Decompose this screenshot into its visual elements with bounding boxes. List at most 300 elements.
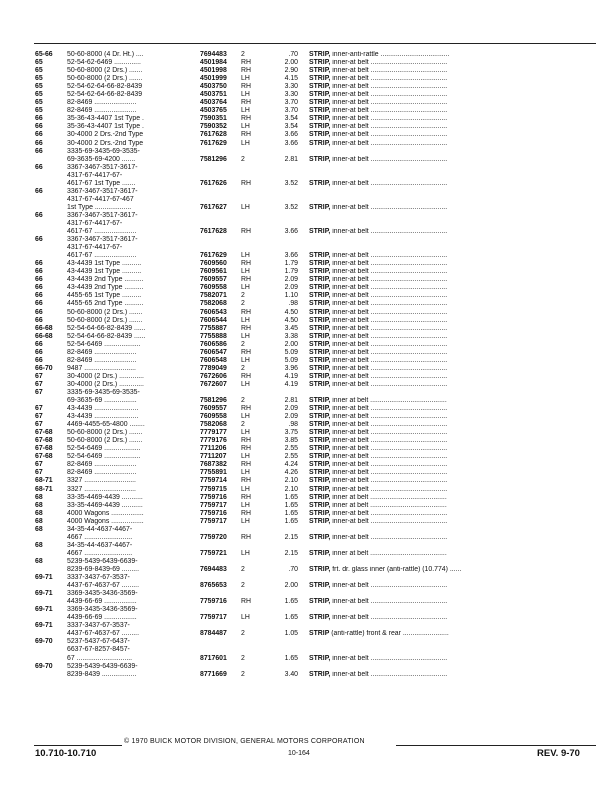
description-cell <box>309 131 594 139</box>
model-cell: 4667 ......................... <box>67 533 133 541</box>
description-detail: inner-at belt ........................................ <box>332 533 448 541</box>
table-row <box>0 445 612 453</box>
part-number-cell: 7694483 <box>200 566 227 573</box>
description-name: STRIP, <box>309 276 331 284</box>
quantity-cell: RH <box>241 131 251 139</box>
description-detail: inner-at belt ........................................ <box>332 413 448 421</box>
table-row <box>0 574 612 582</box>
description-name: STRIP, <box>309 445 331 453</box>
price-cell: 2.09 <box>284 284 298 292</box>
year-cell: 65-66 <box>35 51 53 58</box>
table-row <box>0 405 612 413</box>
table-row <box>0 534 612 542</box>
description-detail: inner-at belt ........................................ <box>332 477 448 485</box>
table-row <box>0 204 612 212</box>
part-number-cell: 7609560 <box>200 260 227 268</box>
part-number-cell: 7617628 <box>200 131 227 139</box>
quantity-cell: RH <box>241 445 251 453</box>
description-name: STRIP, <box>309 533 331 541</box>
model-cell: 3337-3437-67-3537- <box>67 574 130 582</box>
year-cell: 66 <box>35 284 43 292</box>
section-number: 10.710-10.710 <box>35 748 97 759</box>
part-number-cell: 7789049 <box>200 364 227 372</box>
table-row <box>0 582 612 590</box>
year-cell: 67 <box>35 461 43 469</box>
model-cell: 43-4439 ....................... <box>67 405 139 413</box>
description-detail: inner-at belt ........................................ <box>332 284 448 292</box>
description-detail: inner-at belt ........................................ <box>332 380 448 388</box>
description-name: STRIP, <box>309 268 331 276</box>
part-number-cell: 7617626 <box>200 179 227 187</box>
table-row <box>0 196 612 204</box>
year-cell: 68 <box>35 493 43 501</box>
price-cell: 5.09 <box>284 356 298 364</box>
description-name: STRIP, <box>309 469 331 477</box>
description-cell <box>309 300 594 308</box>
description-cell <box>309 357 594 365</box>
description-cell <box>309 333 594 341</box>
description-cell <box>309 51 594 59</box>
description-detail: inner-at belt ........................................ <box>332 155 448 163</box>
model-cell: 4317-67-4417-67- <box>67 244 123 252</box>
description-cell <box>309 180 594 188</box>
year-cell: 68-71 <box>35 485 53 493</box>
price-cell: 1.65 <box>284 598 298 606</box>
quantity-cell: 2 <box>241 397 245 405</box>
description-cell <box>309 115 594 123</box>
description-name: STRIP, <box>309 300 331 308</box>
table-row <box>0 502 612 510</box>
part-number-cell: 7609561 <box>200 268 227 276</box>
model-cell: 4455-65 2nd Type .......... <box>67 300 144 308</box>
description-name: STRIP, <box>309 324 331 332</box>
model-cell: 82-8469 ...................... <box>67 348 137 356</box>
description-name: STRIP, <box>309 308 331 316</box>
year-cell: 66 <box>35 123 43 131</box>
price-cell: 3.30 <box>284 83 298 91</box>
year-cell: 66 <box>35 236 43 244</box>
part-number-cell: 7672607 <box>200 380 227 388</box>
description-cell <box>309 453 594 461</box>
copyright-notice: © 1970 BUICK MOTOR DIVISION, GENERAL MOTORS CORPORATION <box>124 738 365 745</box>
model-cell: 3327 ........................... <box>67 485 136 493</box>
part-number-cell: 7759717 <box>200 517 227 525</box>
description-name: STRIP, <box>309 397 331 405</box>
price-cell: 3.66 <box>284 252 298 260</box>
description-name: STRIP, <box>309 51 331 58</box>
description-name: STRIP, <box>309 348 331 356</box>
table-row <box>0 325 612 333</box>
description-detail: inner-at belt ........................................ <box>332 364 448 372</box>
table-row <box>0 630 612 638</box>
quantity-cell: 2 <box>241 566 245 573</box>
part-number-cell: 7759717 <box>200 501 227 509</box>
model-cell: 50-60-8000 (4 Dr. Ht.) .... <box>67 51 144 58</box>
description-name: STRIP, <box>309 437 331 445</box>
quantity-cell: 2 <box>241 292 245 300</box>
model-cell: 33-35-4469-4439 ........... <box>67 493 143 501</box>
description-name: STRIP, <box>309 356 331 364</box>
table-row <box>0 51 612 59</box>
part-number-cell: 7759721 <box>200 549 227 557</box>
price-cell: 2.00 <box>284 340 298 348</box>
description-cell <box>309 309 594 317</box>
description-detail: inner-at belt ........................................ <box>332 461 448 469</box>
description-detail: inner-at belt ........................................ <box>332 348 448 356</box>
price-cell: 4.26 <box>284 469 298 477</box>
table-row <box>0 437 612 445</box>
year-cell: 66-70 <box>35 364 53 372</box>
description-name: STRIP, <box>309 477 331 485</box>
part-number-cell: 7606548 <box>200 356 227 364</box>
footer-rule-right <box>396 745 596 746</box>
description-detail: inner-at belt ........................................ <box>332 324 448 332</box>
year-cell: 67 <box>35 469 43 477</box>
model-cell: 4667 ......................... <box>67 549 133 557</box>
description-name: STRIP, <box>309 179 331 187</box>
year-cell: 66 <box>35 308 43 316</box>
quantity-cell: RH <box>241 598 251 606</box>
year-cell: 68 <box>35 525 43 533</box>
quantity-cell: LH <box>241 517 250 525</box>
model-cell: 3369-3435-3436-3569- <box>67 606 138 614</box>
table-row <box>0 526 612 534</box>
quantity-cell: RH <box>241 83 251 91</box>
model-cell: 52-54-62-64-66-82-8439 <box>67 83 143 91</box>
description-detail: inner-at belt ........................................ <box>332 268 448 276</box>
part-number-cell: 7694483 <box>200 51 227 58</box>
part-number-cell: 7582068 <box>200 421 227 429</box>
part-number-cell: 4503765 <box>200 107 227 115</box>
price-cell: 4.50 <box>284 316 298 324</box>
description-cell <box>309 655 594 663</box>
model-cell: 3367-3467-3517-3617- <box>67 236 138 244</box>
table-row <box>0 91 612 99</box>
quantity-cell: 2 <box>241 300 245 308</box>
quantity-cell: RH <box>241 477 251 485</box>
model-cell: 4439-66-69 ................. <box>67 598 137 606</box>
description-name: STRIP, <box>309 99 331 107</box>
table-row <box>0 268 612 276</box>
quantity-cell: LH <box>241 268 250 276</box>
description-cell <box>309 461 594 469</box>
table-row <box>0 59 612 67</box>
price-cell: 1.65 <box>284 654 298 662</box>
table-row <box>0 638 612 646</box>
price-cell: 2.55 <box>284 453 298 461</box>
table-row <box>0 148 612 156</box>
price-cell: 1.79 <box>284 260 298 268</box>
model-cell: 30-4000 2 Drs.-2nd Type <box>67 139 144 147</box>
price-cell: 3.30 <box>284 91 298 99</box>
description-detail: inner at belt ........................................ <box>332 493 447 501</box>
price-cell: 1.65 <box>284 501 298 509</box>
part-number-cell: 7581296 <box>200 155 227 163</box>
description-name: STRIP, <box>309 461 331 469</box>
year-cell: 67 <box>35 372 43 380</box>
description-cell <box>309 107 594 115</box>
part-number-cell: 4503750 <box>200 83 227 91</box>
year-cell: 67 <box>35 413 43 421</box>
description-name: STRIP, <box>309 284 331 292</box>
quantity-cell: 2 <box>241 670 245 678</box>
part-number-cell: 7759716 <box>200 493 227 501</box>
description-detail: inner-at belt ........................................ <box>332 107 448 115</box>
price-cell: 2.15 <box>284 533 298 541</box>
part-number-cell: 4501984 <box>200 59 227 67</box>
description-name: STRIP, <box>309 260 331 268</box>
part-number-cell: 8717601 <box>200 654 227 662</box>
table-row <box>0 292 612 300</box>
model-cell: 3327 ........................... <box>67 477 136 485</box>
price-cell: .98 <box>288 421 298 429</box>
description-cell <box>309 67 594 75</box>
model-cell: 52-54-6469 ................... <box>67 453 141 461</box>
table-row <box>0 663 612 671</box>
model-cell: 30-4000 (2 Drs.) ............. <box>67 372 144 380</box>
model-cell: 43-4439 ....................... <box>67 413 139 421</box>
description-cell <box>309 437 594 445</box>
part-number-cell: 7590352 <box>200 123 227 131</box>
description-detail: inner-at belt ........................................ <box>332 517 448 525</box>
part-number-cell: 7606544 <box>200 316 227 324</box>
description-detail: inner-at belt ........................................ <box>332 437 448 445</box>
description-detail: inner-at belt ........................................ <box>332 356 448 364</box>
year-cell: 68 <box>35 501 43 509</box>
model-cell: 33-35-4469-4439 ........... <box>67 501 143 509</box>
description-cell <box>309 494 594 502</box>
description-cell <box>309 502 594 510</box>
table-row <box>0 244 612 252</box>
year-cell: 66 <box>35 292 43 300</box>
year-cell: 67 <box>35 380 43 388</box>
price-cell: 3.96 <box>284 364 298 372</box>
table-row <box>0 83 612 91</box>
description-name: STRIP, <box>309 340 331 348</box>
description-detail: inner-at belt ........................................ <box>332 59 448 67</box>
description-detail: inner-at belt ........................................ <box>332 614 448 622</box>
model-cell: 52-54-62-6469 .............. <box>67 59 141 67</box>
year-cell: 67 <box>35 405 43 413</box>
part-number-cell: 7582068 <box>200 300 227 308</box>
table-row <box>0 373 612 381</box>
description-name: STRIP, <box>309 453 331 461</box>
table-row <box>0 550 612 558</box>
description-name: STRIP, <box>309 83 331 91</box>
description-cell <box>309 365 594 373</box>
model-cell: 4000 Wagons ................. <box>67 509 144 517</box>
quantity-cell: LH <box>241 203 250 211</box>
model-cell: 30-4000 2 Drs.-2nd Type <box>67 131 144 139</box>
table-row <box>0 542 612 550</box>
price-cell: 3.54 <box>284 115 298 123</box>
description-detail: inner-at belt ........................................ <box>332 300 448 308</box>
price-cell: 1.65 <box>284 493 298 501</box>
description-cell <box>309 260 594 268</box>
model-cell: 5239-5439-6439-6639- <box>67 662 138 670</box>
description-name: STRIP, <box>309 91 331 99</box>
description-cell <box>309 325 594 333</box>
description-detail: inner-at belt ........................................ <box>332 75 448 83</box>
description-detail: inner-at belt ........................................ <box>332 123 448 131</box>
model-cell: 82-8469 ...................... <box>67 461 137 469</box>
part-number-cell: 7755891 <box>200 469 227 477</box>
description-detail: inner-at belt ........................................ <box>332 340 448 348</box>
description-name: STRIP, <box>309 582 331 590</box>
quantity-cell: RH <box>241 437 251 445</box>
quantity-cell: 2 <box>241 654 245 662</box>
quantity-cell: RH <box>241 372 251 380</box>
table-row <box>0 397 612 405</box>
part-number-cell: 7779176 <box>200 437 227 445</box>
year-cell: 65 <box>35 59 43 67</box>
model-cell: 1st Type ................... <box>67 203 132 211</box>
model-cell: 82-8469 ...................... <box>67 469 137 477</box>
model-cell: 67 ............................. <box>67 654 133 662</box>
year-cell: 68-71 <box>35 477 53 485</box>
year-cell: 69-70 <box>35 638 53 646</box>
description-cell <box>309 140 594 148</box>
description-name: STRIP, <box>309 364 331 372</box>
year-cell: 66 <box>35 276 43 284</box>
year-cell: 65 <box>35 83 43 91</box>
table-row <box>0 212 612 220</box>
description-detail: inner-at belt ........................................ <box>332 139 448 147</box>
model-cell: 4317-67-4417-67- <box>67 219 123 227</box>
quantity-cell: LH <box>241 549 250 557</box>
part-number-cell: 7617627 <box>200 203 227 211</box>
description-cell <box>309 381 594 389</box>
description-cell <box>309 123 594 131</box>
year-cell: 65 <box>35 91 43 99</box>
model-cell: 43-4439 1st Type .......... <box>67 268 142 276</box>
table-row <box>0 180 612 188</box>
part-number-cell: 7617628 <box>200 228 227 236</box>
description-detail: inner-at belt ........................................ <box>332 228 448 236</box>
description-cell <box>309 550 594 558</box>
model-cell: 34-35-44-4637-4467- <box>67 541 133 549</box>
table-row <box>0 300 612 308</box>
price-cell: 2.00 <box>284 59 298 67</box>
description-name: STRIP, <box>309 67 331 75</box>
model-cell: 4469-4455-65-4800 ........ <box>67 421 145 429</box>
description-cell <box>309 429 594 437</box>
description-name: STRIP, <box>309 131 331 139</box>
description-cell <box>309 534 594 542</box>
quantity-cell: LH <box>241 469 250 477</box>
year-cell: 65 <box>35 67 43 75</box>
year-cell: 66-68 <box>35 332 53 340</box>
parts-list <box>0 51 612 679</box>
year-cell: 66 <box>35 340 43 348</box>
description-detail: inner-at belt ........................................ <box>332 308 448 316</box>
description-cell <box>309 566 594 574</box>
description-detail: inner-at belt ........................................ <box>332 598 448 606</box>
table-row <box>0 236 612 244</box>
revision-label: REV. 9-70 <box>537 748 580 759</box>
table-row <box>0 469 612 477</box>
year-cell: 66 <box>35 356 43 364</box>
quantity-cell: RH <box>241 276 251 284</box>
table-row <box>0 566 612 574</box>
price-cell: 2.09 <box>284 405 298 413</box>
price-cell: 3.70 <box>284 99 298 107</box>
page-number: 10-164 <box>288 750 310 757</box>
part-number-cell: 7759716 <box>200 598 227 606</box>
year-cell: 65 <box>35 99 43 107</box>
price-cell: 3.75 <box>284 429 298 437</box>
description-cell <box>309 486 594 494</box>
description-detail: inner-at belt ........................................ <box>332 429 448 437</box>
description-cell <box>309 477 594 485</box>
description-detail: frt. dr. glass inner (anti-rattle) (10.774) ...... <box>332 566 462 573</box>
description-name: STRIP, <box>309 332 331 340</box>
description-name: STRIP, <box>309 203 331 211</box>
model-cell: 52-54-64-66-82-8439 ...... <box>67 332 146 340</box>
price-cell: 2.15 <box>284 549 298 557</box>
description-name: STRIP, <box>309 115 331 123</box>
table-row <box>0 123 612 131</box>
quantity-cell: LH <box>241 380 250 388</box>
model-cell: 3335-69-3435-69-3535- <box>67 388 140 396</box>
description-cell <box>309 228 594 236</box>
description-detail: inner-at belt ........................................ <box>332 99 448 107</box>
part-number-cell: 7759715 <box>200 485 227 493</box>
price-cell: 5.09 <box>284 348 298 356</box>
model-cell: 30-4000 (2 Drs.) ............. <box>67 380 144 388</box>
description-cell <box>309 341 594 349</box>
table-row <box>0 341 612 349</box>
description-name: STRIP <box>309 630 330 638</box>
table-row <box>0 461 612 469</box>
table-row <box>0 486 612 494</box>
quantity-cell: RH <box>241 99 251 107</box>
description-detail: inner-at belt ........................................ <box>332 421 448 429</box>
model-cell: 4439-66-69 ................. <box>67 614 137 622</box>
description-name: STRIP, <box>309 228 331 236</box>
quantity-cell: RH <box>241 59 251 67</box>
description-cell <box>309 268 594 276</box>
table-row <box>0 276 612 284</box>
part-number-cell: 7609557 <box>200 276 227 284</box>
description-cell <box>309 518 594 526</box>
quantity-cell: LH <box>241 284 250 292</box>
description-name: STRIP, <box>309 670 331 678</box>
quantity-cell: 2 <box>241 155 245 163</box>
model-cell: 3369-3435-3436-3569- <box>67 590 138 598</box>
price-cell: 3.45 <box>284 324 298 332</box>
description-detail: inner-at belt ........................................ <box>332 654 448 662</box>
description-name: STRIP, <box>309 107 331 115</box>
part-number-cell: 7606547 <box>200 348 227 356</box>
quantity-cell: 2 <box>241 51 245 58</box>
model-cell: 52-54-62-64-66-82-8439 <box>67 91 143 99</box>
description-detail: inner-anti-rattle .................................... <box>332 51 450 58</box>
description-detail: inner-at belt ........................................ <box>332 670 448 678</box>
model-cell: 50-60-8000 (2 Drs.) ....... <box>67 75 143 83</box>
table-row <box>0 558 612 566</box>
description-name: STRIP, <box>309 566 331 573</box>
part-number-cell: 7609558 <box>200 284 227 292</box>
year-cell: 66 <box>35 300 43 308</box>
model-cell: 35-36-43-4407 1st Type . <box>67 123 144 131</box>
description-name: STRIP, <box>309 139 331 147</box>
table-row <box>0 75 612 83</box>
price-cell: 3.66 <box>284 228 298 236</box>
part-number-cell: 7759714 <box>200 477 227 485</box>
description-name: STRIP, <box>309 405 331 413</box>
table-row <box>0 494 612 502</box>
